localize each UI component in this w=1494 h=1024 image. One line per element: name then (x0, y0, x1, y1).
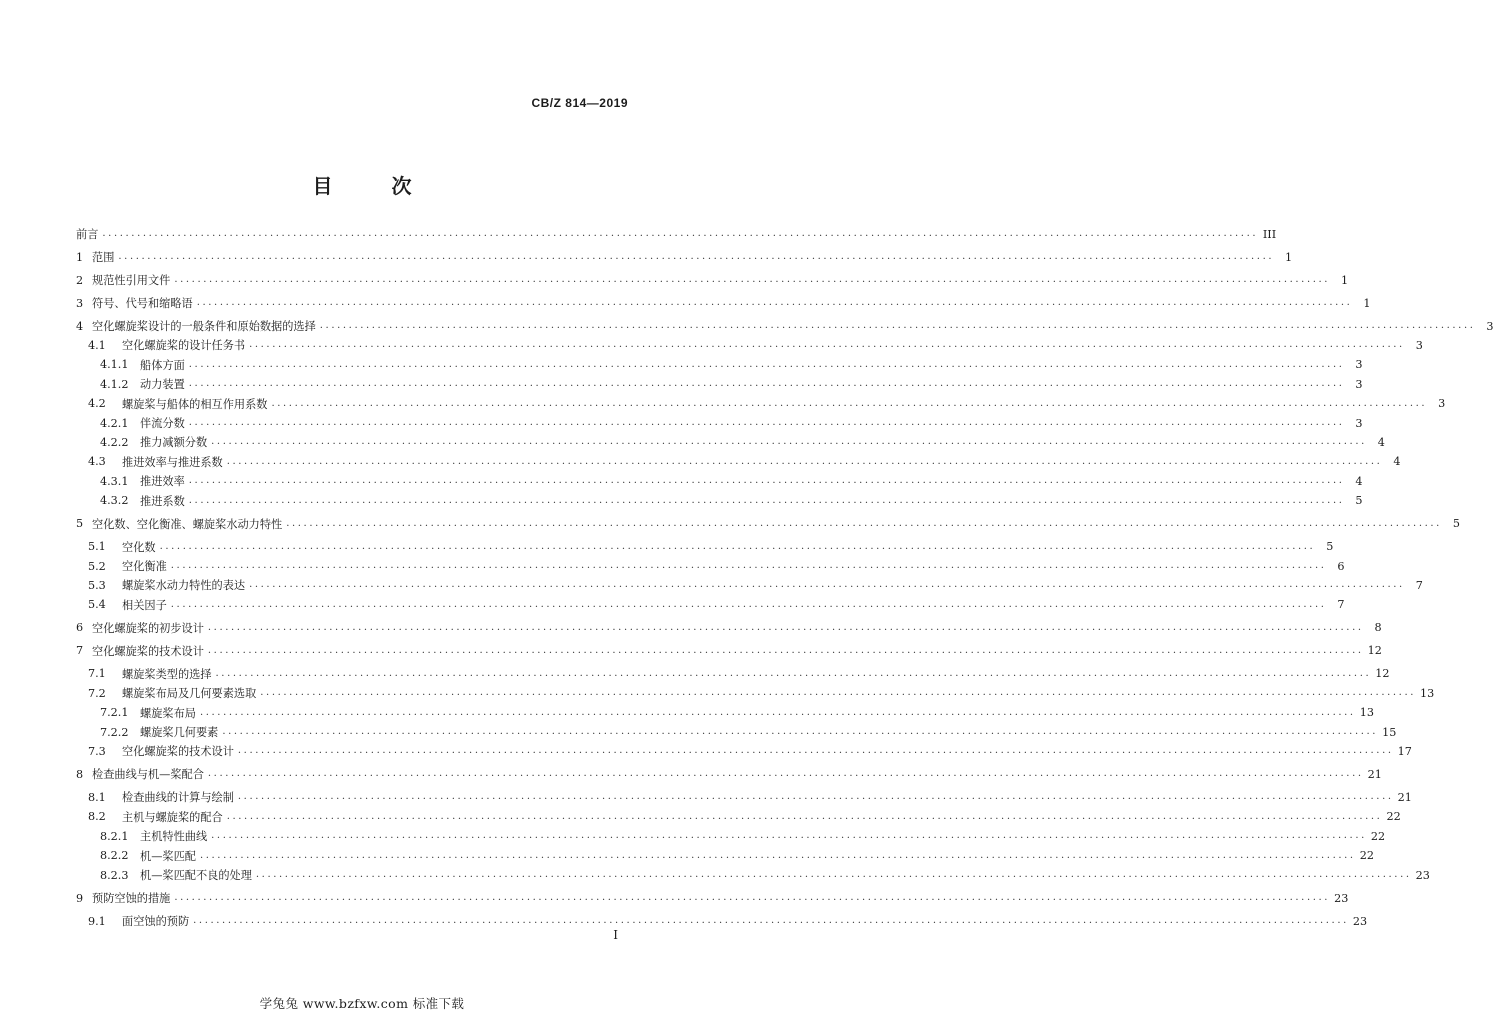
toc-entry-label: 螺旋桨布局及几何要素选取 (122, 687, 257, 701)
toc-entry-number: 9 (76, 891, 84, 905)
page-title: 目 次 (312, 174, 438, 198)
toc-entry-label: 主机与螺旋桨的配合 (122, 810, 223, 824)
toc-entry-page: 3 (1355, 377, 1363, 391)
toc-entry-number: 4.1.1 (100, 358, 129, 372)
toc-entry-label: 螺旋桨与船体的相互作用系数 (122, 397, 268, 411)
dot-leader: ........................................................................................................................................................................................................ (118, 251, 1275, 262)
toc-entry-label: 范围 (92, 251, 115, 264)
dot-leader: ........................................................................................................................................................................................................ (188, 378, 1345, 390)
toc-entry-label: 空化数 (122, 540, 156, 554)
toc-entry[interactable] (76, 724, 1397, 740)
toc-entry-number: 5 (76, 517, 84, 531)
toc-entry-page: 12 (1375, 667, 1390, 681)
toc-entry-label: 检查曲线的计算与绘制 (122, 791, 234, 805)
toc-entry-page: 21 (1367, 767, 1382, 781)
toc-entry-number: 5.2 (88, 559, 106, 573)
toc-entry-label: 推进系数 (140, 494, 185, 508)
toc-entry-number: 7.1 (88, 667, 106, 681)
toc-entry-page: 7 (1337, 598, 1345, 612)
toc-entry-number: 4.3.1 (100, 474, 129, 488)
dot-leader: ........................................................................................................................................................................................................ (211, 436, 1367, 448)
toc-entry-number: 7.3 (88, 744, 106, 758)
toc-entry-page: 4 (1377, 435, 1385, 449)
toc-entry-number: 3 (76, 296, 84, 310)
dot-leader: ........................................................................................................................................................................................................ (102, 228, 1259, 239)
toc-entry-label: 空化螺旋桨设计的一般条件和原始数据的选择 (92, 320, 316, 333)
dot-leader: ........................................................................................................................................................................................................ (255, 869, 1412, 880)
toc-entry[interactable] (76, 890, 1349, 906)
toc-entry-label: 空化螺旋桨的技术设计 (92, 644, 204, 658)
toc-entry-page: 22 (1359, 849, 1374, 863)
page-number: I (613, 928, 618, 942)
toc-entry-page: 4 (1393, 455, 1401, 469)
toc-entry-label: 面空蚀的预防 (122, 915, 190, 928)
toc-entry-page: III (1262, 227, 1277, 241)
toc-entry-number: 4.2 (88, 397, 106, 411)
toc-entry-label: 空化螺旋桨的技术设计 (122, 745, 234, 759)
toc-entry-label: 螺旋桨类型的选择 (122, 667, 212, 681)
toc-entry[interactable] (76, 415, 1363, 431)
toc-entry[interactable] (76, 620, 1382, 636)
toc-entry[interactable] (76, 705, 1374, 721)
dot-leader: ........................................................................................................................................................................................................ (215, 667, 1372, 679)
dot-leader: ........................................................................................................................................................................................................ (188, 494, 1345, 506)
toc-entry-number: 7.2.1 (100, 706, 129, 720)
toc-entry-number: 4 (76, 319, 84, 333)
dot-leader: ........................................................................................................................................................................................................ (260, 687, 1417, 699)
toc-entry-page: 5 (1326, 540, 1334, 554)
toc-entry[interactable] (76, 249, 1293, 265)
dot-leader: ........................................................................................................................................................................................................ (188, 358, 1345, 370)
toc-entry-number: 4.3.2 (100, 494, 129, 508)
toc-entry-number: 9.1 (88, 914, 106, 928)
toc-entry[interactable] (76, 743, 1412, 759)
toc-entry-label: 螺旋桨布局 (140, 706, 196, 720)
toc-entry-page: 23 (1334, 891, 1349, 905)
toc-entry[interactable] (76, 434, 1385, 450)
toc-entry-number: 7.2 (88, 686, 106, 700)
dot-leader: ........................................................................................................................................................................................................ (159, 540, 1316, 552)
toc-entry-label: 机—桨匹配不良的处理 (140, 869, 252, 882)
toc-entry-page: 6 (1337, 559, 1345, 573)
toc-entry[interactable] (76, 577, 1423, 593)
toc-entry-label: 预防空蚀的措施 (92, 892, 171, 905)
toc-entry-number: 1 (76, 250, 84, 264)
toc-entry-number: 8 (76, 767, 84, 781)
toc-entry-page: 5 (1452, 517, 1460, 531)
toc-entry-number: 8.1 (88, 790, 106, 804)
toc-entry-page: 3 (1438, 397, 1446, 411)
toc-entry[interactable] (76, 597, 1345, 613)
toc-entry-label: 伴流分数 (140, 417, 185, 430)
toc-entry[interactable] (76, 516, 1460, 532)
toc-entry[interactable] (76, 867, 1430, 883)
toc-entry[interactable] (76, 295, 1371, 311)
toc-entry-number: 8.2.1 (100, 829, 129, 843)
toc-entry-label: 前言 (76, 228, 99, 241)
toc-entry-page: 4 (1355, 474, 1363, 488)
dot-leader: ........................................................................................................................................................................................................ (199, 706, 1356, 718)
dot-leader: ........................................................................................................................................................................................................ (249, 339, 1405, 351)
toc-entry[interactable] (76, 272, 1349, 288)
dot-leader: ........................................................................................................................................................................................................ (319, 320, 1476, 331)
toc-entry-number: 8.2.3 (100, 868, 129, 882)
toc-entry-number: 6 (76, 621, 84, 635)
dot-leader: ........................................................................................................................................................................................................ (193, 915, 1349, 926)
dot-leader: ........................................................................................................................................................................................................ (207, 621, 1364, 633)
toc-entry[interactable] (76, 357, 1363, 373)
toc-entry-page: 13 (1420, 686, 1435, 700)
toc-entry-page: 5 (1355, 494, 1363, 508)
dot-leader: ........................................................................................................................................................................................................ (211, 830, 1367, 842)
toc-entry-label: 螺旋桨水动力特性的表达 (122, 579, 246, 593)
toc-entry-label: 动力装置 (140, 378, 185, 392)
toc-entry-number: 4.3 (88, 455, 106, 469)
toc-entry-page: 3 (1415, 338, 1423, 352)
dot-leader: ........................................................................................................................................................................................................ (286, 517, 1442, 529)
toc-entry[interactable] (76, 493, 1363, 509)
dot-leader: ........................................................................................................................................................................................................ (226, 455, 1383, 467)
toc-entry-number: 2 (76, 273, 84, 287)
toc-entry[interactable] (76, 226, 1277, 242)
toc-entry-label: 推进效率 (140, 475, 185, 489)
toc-entry-page: 15 (1382, 725, 1397, 739)
toc-entry-page: 22 (1386, 810, 1401, 824)
toc-entry-number: 7 (76, 644, 84, 658)
toc-entry-label: 空化螺旋桨的设计任务书 (122, 339, 246, 353)
toc-entry[interactable] (76, 828, 1386, 844)
dot-leader: ........................................................................................................................................................................................................ (249, 579, 1405, 591)
toc-entry[interactable] (76, 809, 1401, 825)
dot-leader: ........................................................................................................................................................................................................ (170, 560, 1327, 571)
toc-entry-label: 符号、代号和缩略语 (92, 297, 193, 310)
dot-leader: ........................................................................................................................................................................................................ (237, 745, 1394, 757)
toc-entry-label: 螺旋桨几何要素 (140, 726, 219, 739)
dot-leader: ........................................................................................................................................................................................................ (199, 849, 1356, 861)
toc-entry-page: 23 (1352, 914, 1368, 928)
toc-entry[interactable] (76, 789, 1412, 805)
toc-entry[interactable] (76, 454, 1401, 470)
toc-entry-number: 8.2 (88, 810, 106, 824)
toc-entry[interactable] (76, 376, 1363, 392)
toc-entry-page: 1 (1363, 296, 1371, 310)
toc-entry-page: 17 (1397, 744, 1412, 758)
toc-entry-page: 12 (1367, 644, 1382, 658)
toc-entry-number: 4.1 (88, 338, 106, 352)
dot-leader: ........................................................................................................................................................................................................ (188, 417, 1345, 428)
toc-entry[interactable] (76, 539, 1334, 555)
toc-entry[interactable] (76, 318, 1494, 334)
toc-entry-label: 主机特性曲线 (140, 830, 208, 844)
toc-entry-page: 3 (1355, 358, 1363, 372)
toc-entry-label: 推进效率与推进系数 (122, 455, 223, 469)
dot-leader: ........................................................................................................................................................................................................ (226, 810, 1383, 822)
toc-entry-number: 5.4 (88, 598, 106, 612)
toc-entry[interactable] (76, 848, 1374, 864)
toc-entry[interactable] (76, 666, 1390, 682)
toc-entry-label: 相关因子 (122, 598, 167, 612)
toc-entry-number: 5.1 (88, 540, 106, 554)
standard-code: CB/Z 814—2019 (531, 96, 628, 110)
toc-entry-number: 4.1.2 (100, 377, 129, 391)
toc-entry[interactable] (76, 685, 1435, 701)
toc-entry-page: 21 (1397, 790, 1412, 804)
toc-entry-number: 4.2.2 (100, 435, 129, 449)
toc-entry-page: 3 (1486, 319, 1494, 333)
toc-entry[interactable] (76, 473, 1363, 489)
toc-entry-label: 机—桨匹配 (140, 849, 196, 863)
toc-entry-number: 7.2.2 (100, 725, 129, 739)
toc-entry[interactable] (76, 643, 1382, 659)
toc-entry-label: 检查曲线与机—桨配合 (92, 768, 204, 782)
toc-entry-label: 规范性引用文件 (92, 274, 171, 287)
toc-entry[interactable] (76, 766, 1382, 782)
dot-leader: ........................................................................................................................................................................................................ (188, 475, 1345, 487)
toc-entry-number: 4.2.1 (100, 416, 129, 430)
toc-entry[interactable] (76, 337, 1423, 353)
toc-entry-page: 1 (1340, 273, 1349, 287)
toc-entry-label: 空化数、空化衡准、螺旋桨水动力特性 (92, 517, 283, 531)
dot-leader: ........................................................................................................................................................................................................ (207, 768, 1364, 780)
dot-leader: ........................................................................................................................................................................................................ (207, 644, 1364, 656)
dot-leader: ........................................................................................................................................................................................................ (237, 791, 1394, 803)
dot-leader: ........................................................................................................................................................................................................ (174, 274, 1331, 285)
toc-entry-page: 23 (1415, 868, 1430, 882)
dot-leader: ........................................................................................................................................................................................................ (170, 598, 1327, 610)
toc-entry[interactable] (76, 396, 1446, 412)
toc-entry-number: 5.3 (88, 578, 106, 592)
toc-entry-label: 推力减额分数 (140, 436, 208, 450)
toc-entry-page: 7 (1415, 578, 1423, 592)
toc-entry-number: 8.2.2 (100, 849, 129, 863)
toc-entry-page: 22 (1370, 829, 1386, 843)
toc-entry-page: 3 (1355, 416, 1363, 430)
toc-entry-page: 1 (1285, 250, 1293, 264)
dot-leader: ........................................................................................................................................................................................................ (271, 397, 1428, 409)
toc-entry-label: 空化螺旋桨的初步设计 (92, 621, 204, 635)
dot-leader: ........................................................................................................................................................................................................ (222, 726, 1379, 737)
toc-entry-label: 空化衡准 (122, 560, 167, 573)
footer-watermark: 学兔兔 www.bzfxw.com 标准下载 (259, 996, 465, 1011)
toc-entry-page: 13 (1359, 706, 1374, 720)
toc-entry[interactable] (76, 558, 1345, 574)
toc-entry[interactable] (76, 913, 1368, 929)
toc-entry-page: 8 (1374, 621, 1382, 635)
toc-entry-label: 船体方面 (140, 358, 185, 372)
dot-leader: ........................................................................................................................................................................................................ (196, 297, 1353, 308)
dot-leader: ........................................................................................................................................................................................................ (174, 892, 1331, 903)
